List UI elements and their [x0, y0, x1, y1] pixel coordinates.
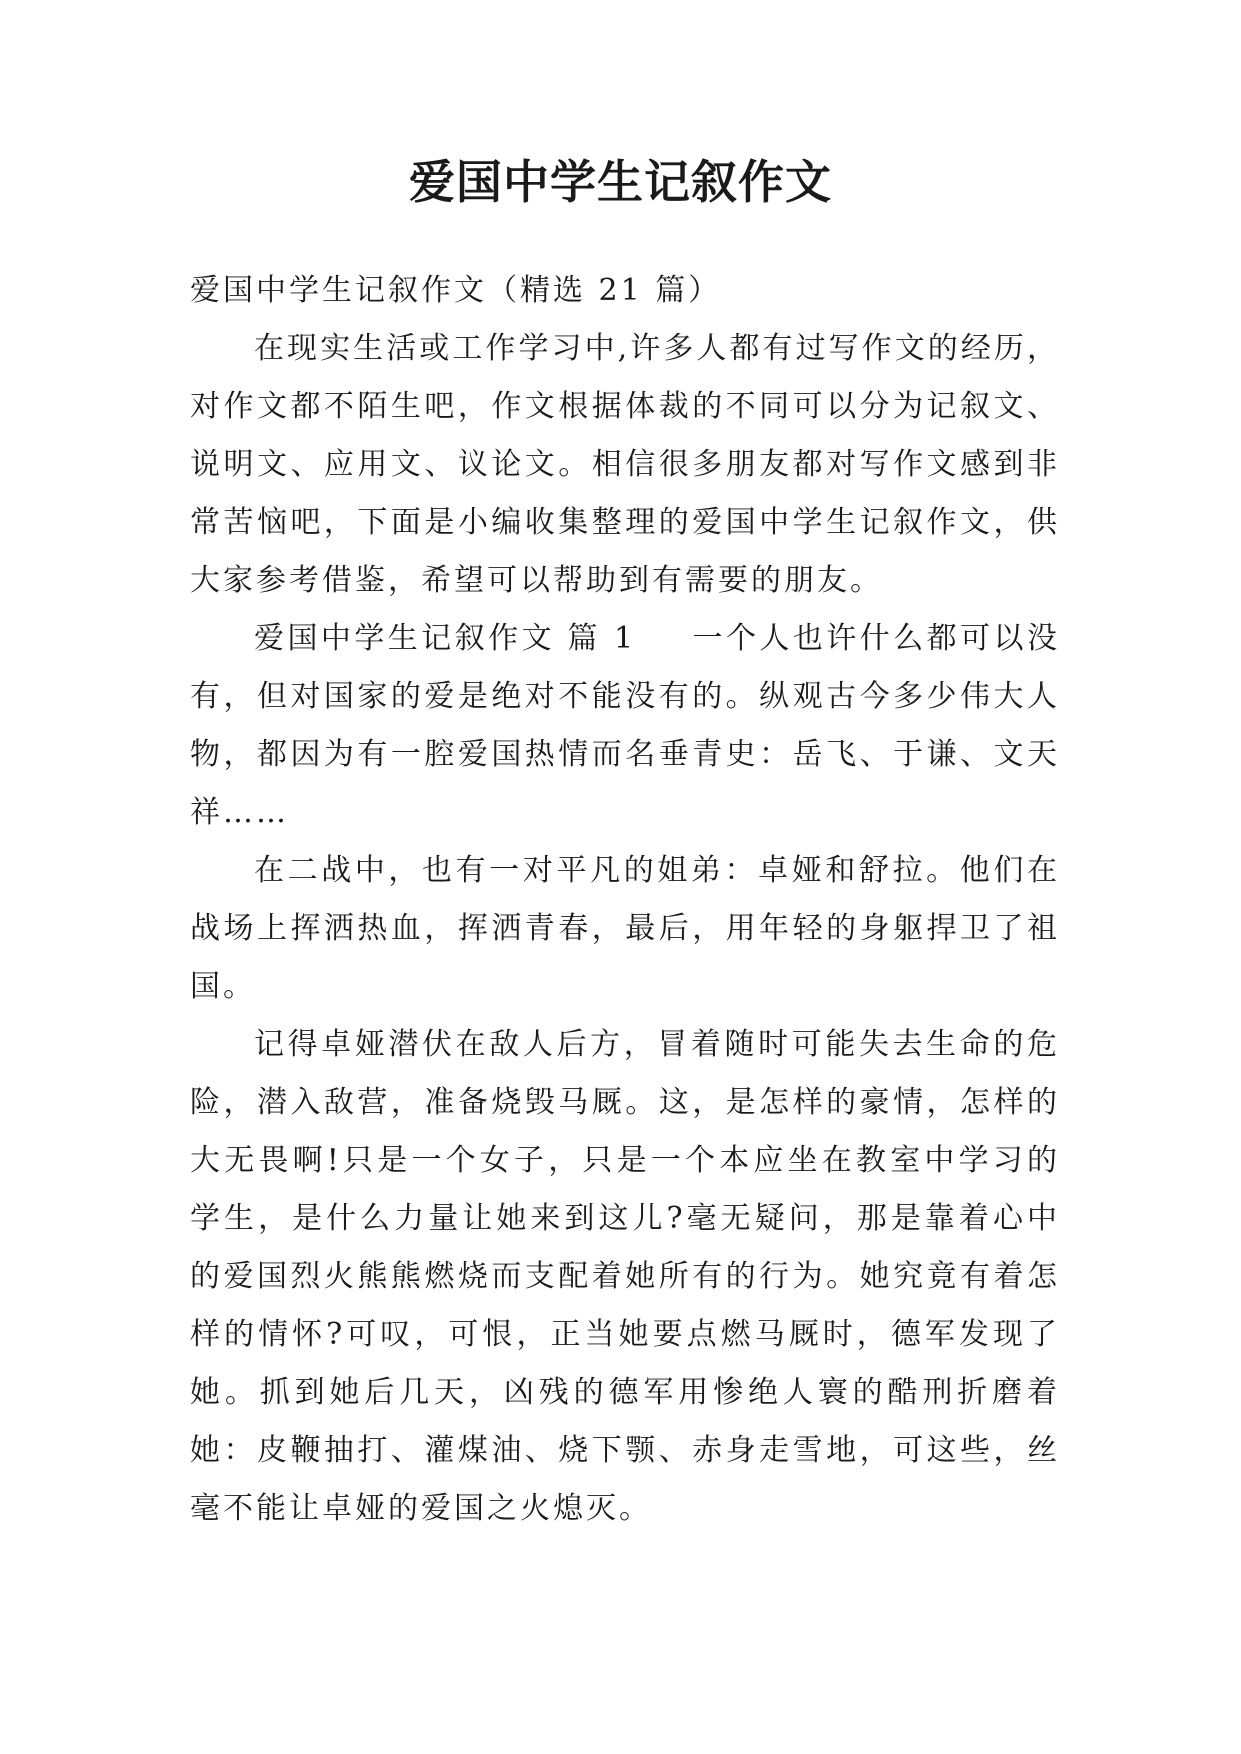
document-body — [190, 262, 1060, 1538]
intro-paragraph: 在现实生活或工作学习中,许多人都有过写作文的经历，对作文都不陌生吧，作文根据体裁的不同可以分为记叙文、说明文、应用文、议论文。相信很多朋友都对写作文感到非常苦恼吧，下面是小编收集整理的爱国中学生记叙作文，供大家参考借鉴，希望可以帮助到有需要的朋友。 — [190, 331, 1060, 598]
document-subtitle: 爱国中学生记叙作文（精选 21 篇） — [190, 273, 722, 308]
section-label: 篇 1 — [567, 621, 637, 656]
body-paragraph-2: 记得卓娅潜伏在敌人后方，冒着随时可能失去生命的危险，潜入敌营，准备烧毁马厩。这，是怎样的豪情，怎样的大无畏啊!只是一个女子，只是一个本应坐在教室中学习的学生，是什么力量让她来到这儿?毫无疑问，那是靠着心中的爱国烈火熊熊燃烧而支配着她所有的行为。她究竟有着怎样的情怀?可叹，可恨，正当她要点燃马厩时，德军发现了她。抓到她后几天，凶残的德军用惨绝人寰的酷刑折磨着她：皮鞭抽打、灌煤油、烧下颚、赤身走雪地，可这些，丝毫不能让卓娅的爱国之火熄灭。 — [190, 1027, 1060, 1526]
section-first-text: 一个人也许什么都可以没有，但对国家的爱是绝对不能没有的。纵观古今多少伟大人物，都因为有一腔爱国热情而名垂青史：岳飞、于谦、文天祥…… — [190, 621, 1061, 830]
section-heading: 爱国中学生记叙作文 — [254, 621, 556, 656]
document-title: 爱国中学生记叙作文 — [409, 155, 832, 209]
body-paragraph-1: 在二战中，也有一对平凡的姐弟：卓娅和舒拉。他们在战场上挥洒热血，挥洒青春，最后，用年轻的身躯捍卫了祖国。 — [190, 853, 1060, 1004]
section-1-paragraph — [190, 610, 1060, 842]
